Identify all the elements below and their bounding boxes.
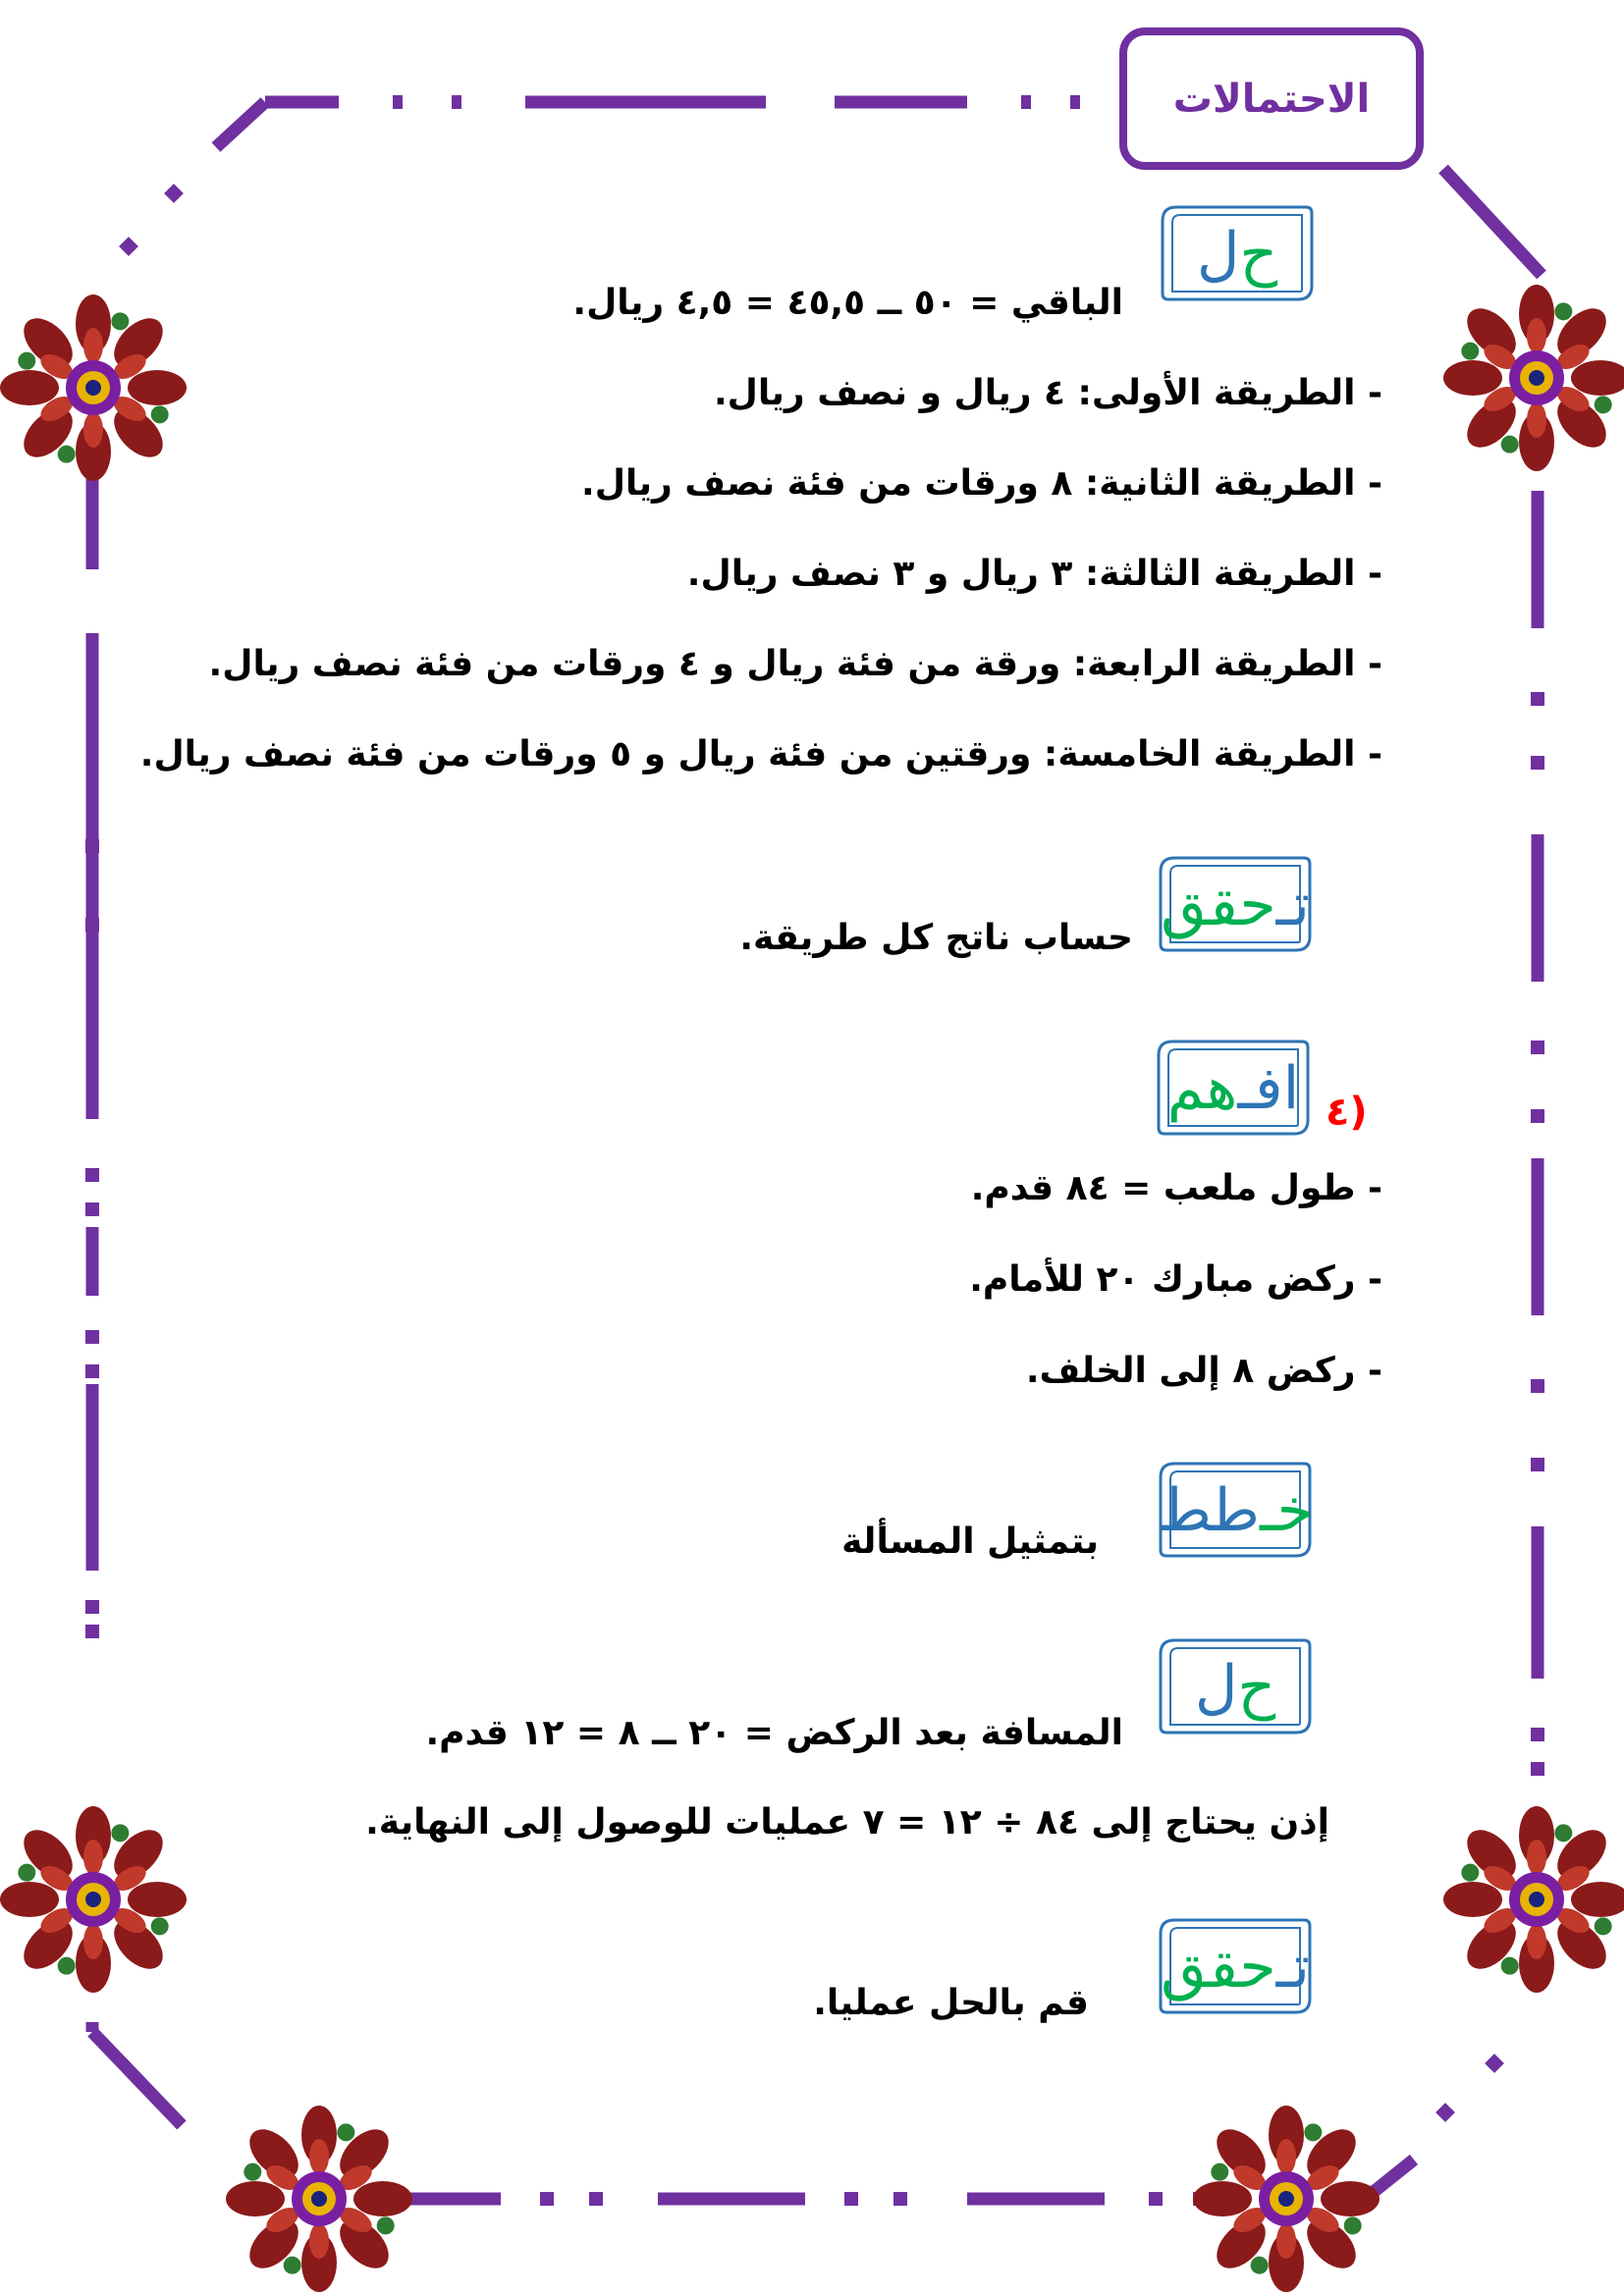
list-item: - طول ملعب = ٨٤ قدم.: [970, 1168, 1382, 1208]
understand-badge-part-a: ا: [1282, 1054, 1300, 1123]
understand-badge-part-c: هم: [1166, 1054, 1238, 1123]
check-badge-part-a: تـ: [1275, 1933, 1310, 2002]
distance-line: المسافة بعد الركض = ٢٠ ــ ٨ = ١٢ قدم.: [425, 1713, 1123, 1753]
page-title: الاحتمالات: [1172, 76, 1371, 122]
flower-ornament-icon: [1193, 2106, 1380, 2292]
solve-badge: [1157, 1634, 1314, 1740]
plan-badge-part-a: خـ: [1260, 1476, 1314, 1545]
flower-ornament-icon: [1443, 1806, 1624, 1993]
check-badge-part-a: تـ: [1275, 871, 1310, 939]
check-badge-part-b: حقق: [1161, 1933, 1276, 2002]
solve-badge-part-b: ل: [1194, 1653, 1238, 1722]
plan-badge-part-b: طط: [1157, 1476, 1261, 1545]
list-item: - الطريقة الثالثة: ٣ ريال و ٣ نصف ريال.: [686, 554, 1382, 594]
question-number: ٤): [1326, 1090, 1368, 1135]
plan-text: بتمثيل المسألة: [841, 1522, 1099, 1562]
page-title-box: [1119, 27, 1424, 170]
list-item: - الطريقة الرابعة: ورقة من فئة ريال و ٤ ورقات من فئة نصف ريال.: [208, 644, 1382, 684]
list-item: - الطريقة الثانية: ٨ ورقات من فئة نصف ريال.: [581, 463, 1382, 504]
list-item: - الطريقة الخامسة: ورقتين من فئة ريال و ٥ ورقات من فئة نصف ريال.: [139, 734, 1382, 774]
plan-badge: [1157, 1458, 1314, 1564]
conclusion-line: إذن يحتاج إلى ٨٤ ÷ ١٢ = ٧ عمليات للوصول إلى النهاية.: [365, 1802, 1329, 1842]
solve-badge-part-a: ح: [1237, 1653, 1276, 1722]
flower-ornament-icon: [0, 294, 187, 481]
remaining-amount: الباقي = ٥٠ ــ ٤٥,٥ = ٤,٥ ريال.: [572, 283, 1123, 323]
flower-ornament-icon: [1443, 285, 1624, 471]
understand-badge: [1155, 1036, 1312, 1142]
list-item: - ركض مبارك ٢٠ للأمام.: [969, 1259, 1382, 1300]
check-text: قم بالحل عمليا.: [813, 1983, 1089, 2023]
check-badge-part-b: حقق: [1161, 871, 1276, 939]
list-item: - الطريقة الأولى: ٤ ريال و نصف ريال.: [713, 373, 1382, 413]
check-badge: [1157, 1914, 1314, 2020]
solve-badge-part-b: ل: [1196, 220, 1240, 289]
check-text: حساب ناتج كل طريقة.: [739, 918, 1133, 958]
flower-ornament-icon: [0, 1806, 187, 1993]
flower-ornament-icon: [226, 2106, 412, 2292]
list-item: - ركض ٨ إلى الخلف.: [1025, 1351, 1382, 1391]
solve-badge: [1159, 201, 1316, 307]
check-badge: [1157, 852, 1314, 958]
understand-badge-part-b: فـ: [1237, 1054, 1283, 1123]
solve-badge-part-a: ح: [1239, 220, 1278, 289]
